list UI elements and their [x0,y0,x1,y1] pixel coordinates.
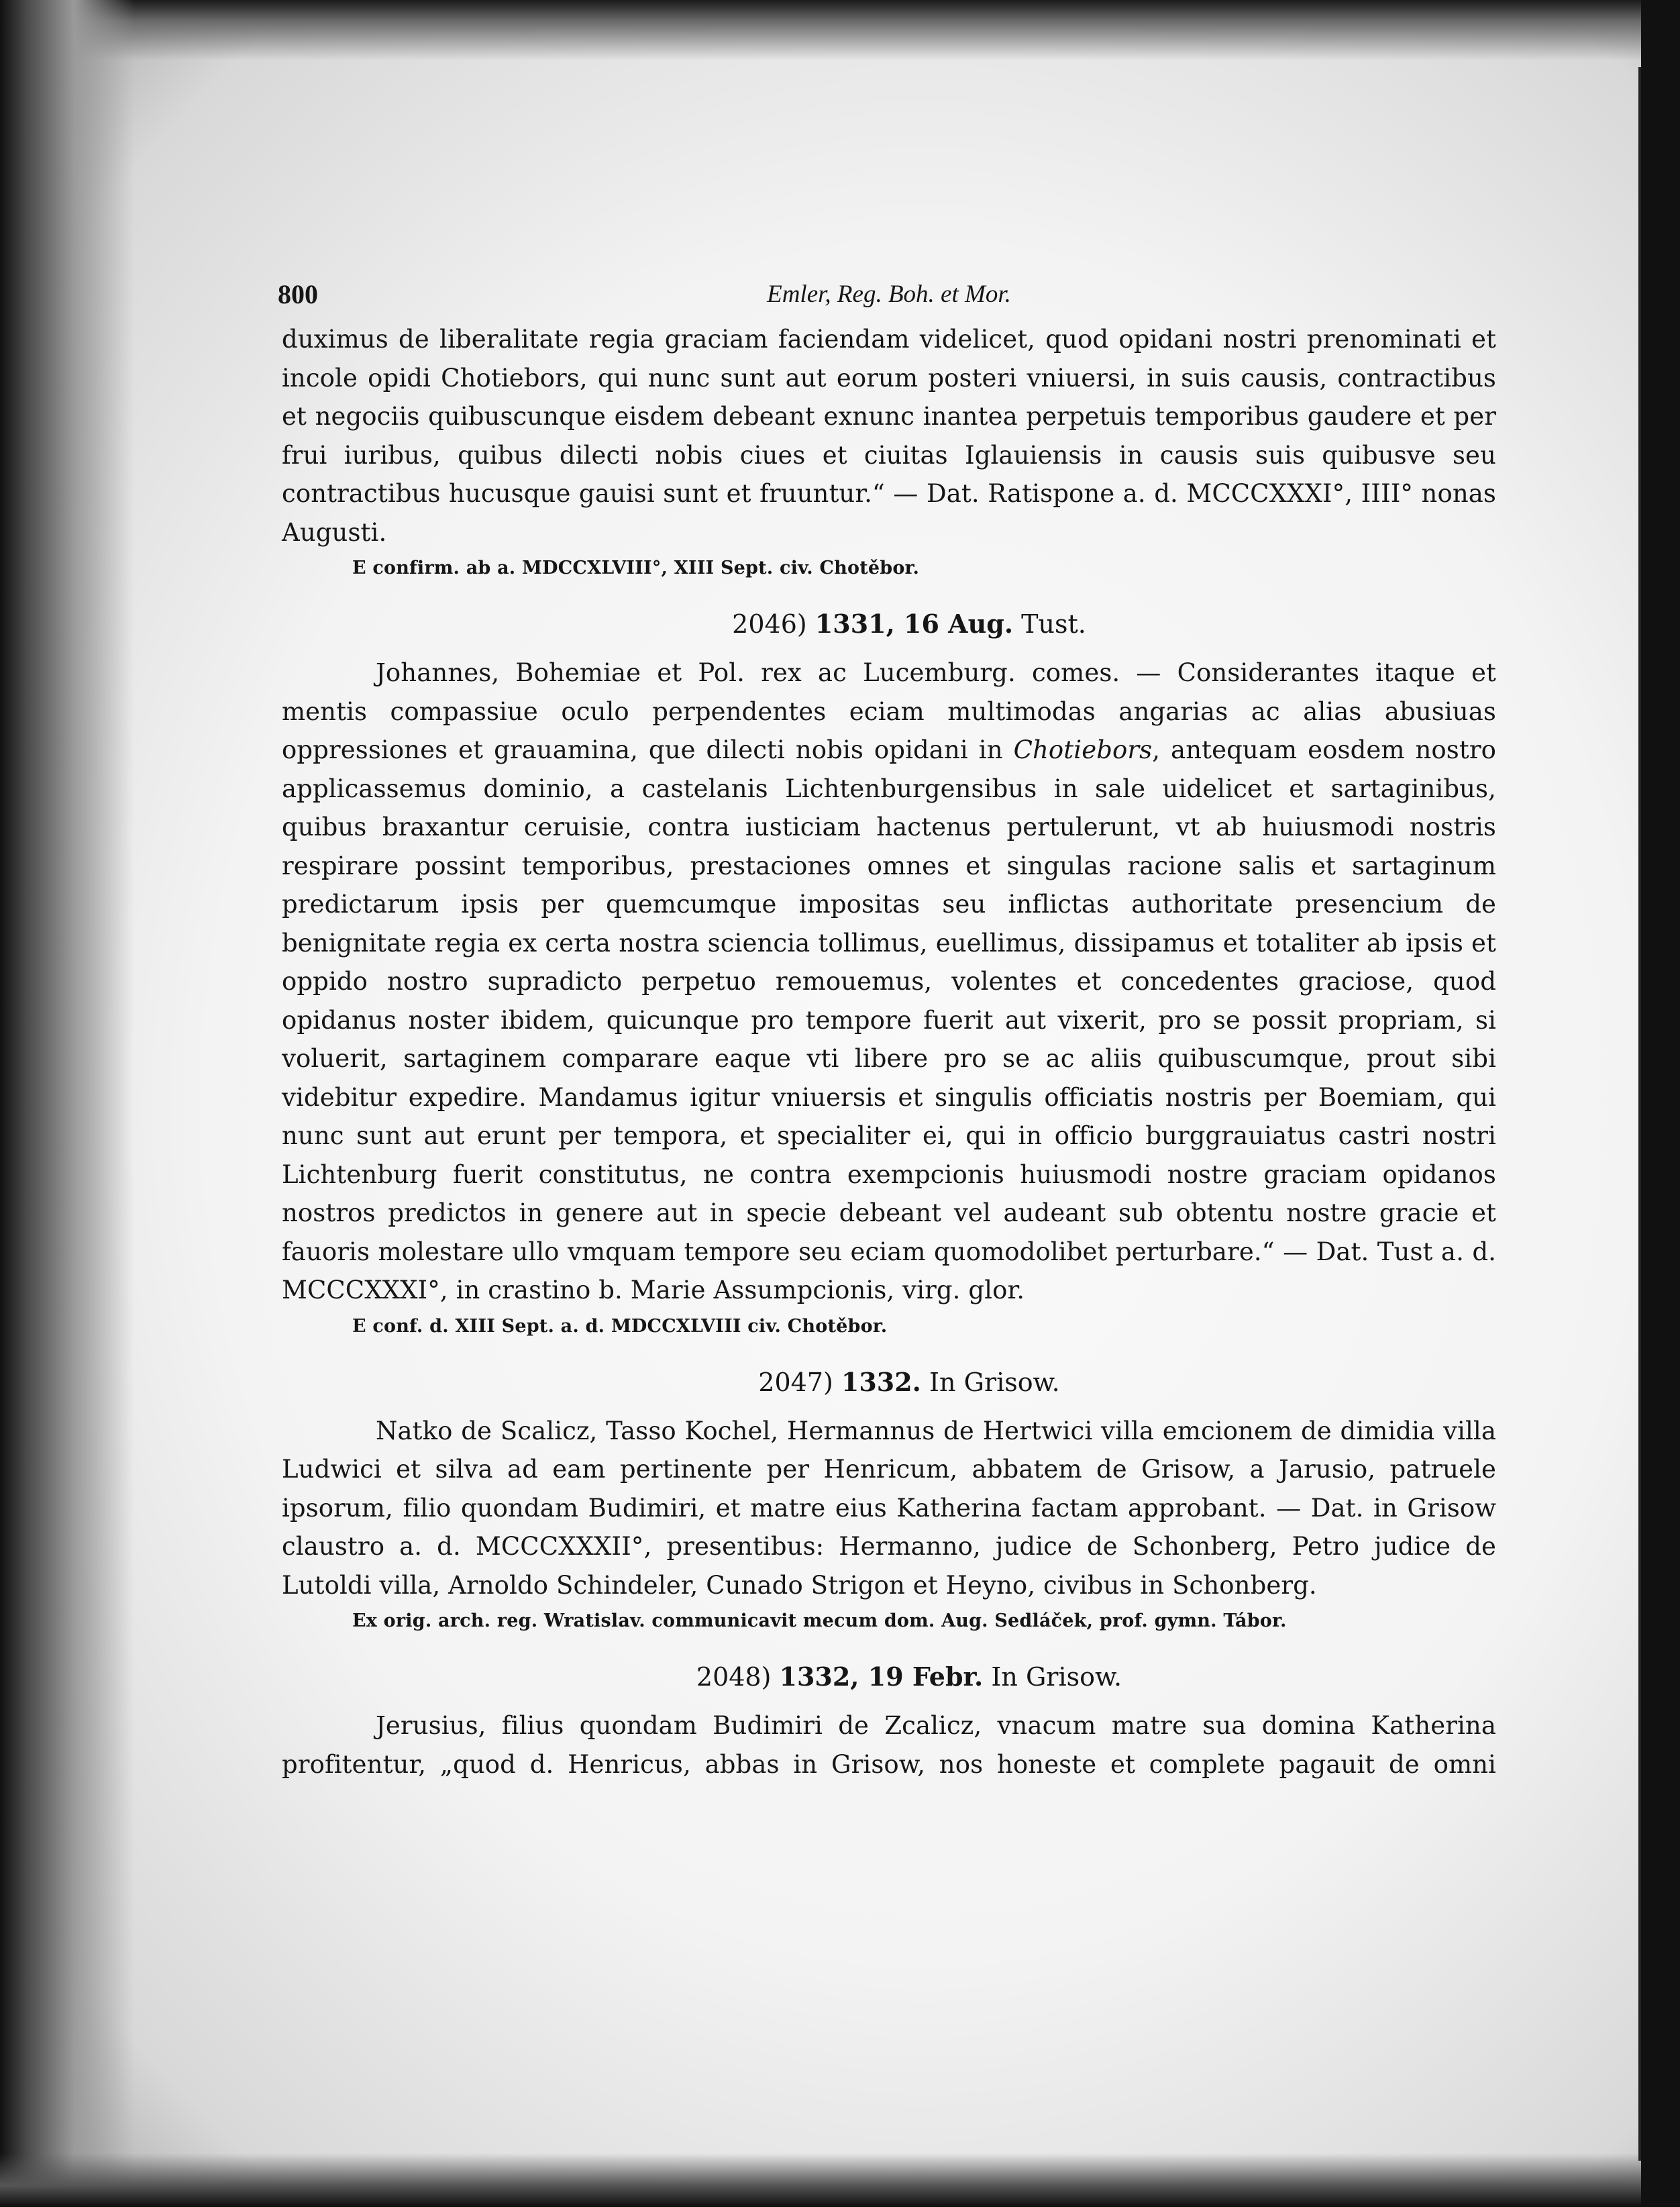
entry-date: 1331, 16 Aug. [815,609,1014,639]
entry-number: 2046) [732,609,807,639]
left-shadow [0,0,134,2207]
entry-number: 2048) [696,1662,772,1692]
entry-text-2046 [282,654,1496,1310]
entry-heading-2048 [282,1657,1496,1697]
entry-date: 1332. [841,1366,921,1397]
entry-source-2047: Ex orig. arch. reg. Wratislav. communicavit mecum dom. Aug. Sedláček, prof. gymn. Tábor. [352,1610,1287,1631]
entry-heading-2046 [282,604,1496,644]
entry-heading-2047 [282,1362,1496,1402]
entry-text-italic: Chotiebors [1013,735,1153,764]
running-title: Emler, Reg. Boh. et Mor. [767,280,1011,308]
entry-text-2048: Jerusius, filius quondam Budimiri de Zcalicz, vnacum matre sua domina Katherina profitentur, „quod d. Henricus, abbas in Grisow, nos honeste et complete pagauit de omni [282,1711,1496,1779]
right-shadow [1641,0,1680,2207]
entry-place: In Grisow. [991,1662,1122,1692]
continuation-text: duximus de liberalitate regia graciam faciendam videlicet, quod opidani nostri prenominati et incole opidi Chotiebors, qui nunc sunt aut eorum posteri vniuersi, in suis causis, contractibus et negociis quibuscunque eisdem debeant exnunc inantea perpetuis temporibus gaudere et per frui iuribus, quibus dilecti nobis ciues et ciuitas Iglauiensis in causis suis quibusve seu contractibus hucusque gauisi sunt et fruuntur.“ — Dat. Ratispone a. d. MCCCXXXI°, IIII° nonas Augusti. [282,325,1496,547]
page-edge-line [1638,67,1641,2161]
entry-number: 2047) [758,1367,833,1397]
continuation-source: E confirm. ab a. MDCCXLVIII°, XIII Sept. civ. Chotěbor. [352,558,920,578]
entry-text-part: , antequam eosdem nostro applicassemus dominio, a castelanis Lichtenburgensibus in sale uidelicet et sartaginibus, quibus braxantur ceruisie, contra iusticiam hactenus pertulerunt, vt ab huiusmodi nostris respirare possint temporibus, prestaciones omnes et singulas racione salis et sartaginum predictarum ipsis per quemcumque impositas seu inflictas authoritate presencium de benignitate regia ex certa nostra sciencia tollimus, euellimus, dissipamus et totaliter ab ipsis et oppido nostro supradicto perpetuo remouemus, volentes et concedentes graciose, quod opidanus noster ibidem, quicunque pro tempore fuerit aut vixerit, pro se possit propriam, si voluerit, sartaginem comparare eaque vti libere pro se ac aliis quibuscumque, prout sibi videbitur expedire. Mandamus igitur vniuersis et singulis officiatis nostris per Boemiam, qui nunc sunt aut erunt per tempora, et specialiter ei, qui in officio burggrauiatus castri nostri Lichtenburg fuerit constitutus, ne contra exempcionis huiusmodi nostre graciam opidanos nostros predictos in genere aut in specie debeant vel audeant sub obtentu nostre gracie et fauoris molestare ullo vmquam tempore seu eciam quomodolibet perturbare.“ — Dat. Tust a. d. MCCCXXXI°, in crastino b. Marie Assumpcionis, virg. glor. [282,735,1497,1304]
entry-place: In Grisow. [929,1367,1060,1397]
page-number: 800 [278,279,318,309]
entry-text-part: Johannes, Bohemiae et Pol. rex ac Lucemburg. comes. — Considerantes itaque et mentis compassiue oculo perpendentes eciam multimodas angarias ac alias abusiuas oppressiones et grauamina, que dilecti nobis opidani in [282,658,1496,764]
page-text-block [278,278,1497,1784]
running-head [278,278,1496,320]
entry-place: Tust. [1021,609,1086,639]
entry-source-2046: E conf. d. XIII Sept. a. d. MDCCXLVIII civ. Chotěbor. [352,1315,888,1337]
entry-date: 1332, 19 Febr. [779,1661,984,1692]
entry-text-2047: Natko de Scalicz, Tasso Kochel, Hermannus de Hertwici villa emcionem de dimidia villa Ludwici et silva ad eam pertinente per Henricum, abbatem de Grisow, a Jarusio, patruele ipsorum, filio quondam Budimiri, et matre eius Katherina factam approbant. — Dat. in Grisow claustro a. d. MCCCXXXII°, presentibus: Hermanno, judice de Schonberg, Petro judice de Lutoldi villa, Arnoldo Schindeler, Cunado Strigon et Heyno, civibus in Schonberg. [282,1416,1496,1600]
bottom-shadow [0,2153,1680,2207]
top-shadow [0,0,1680,60]
